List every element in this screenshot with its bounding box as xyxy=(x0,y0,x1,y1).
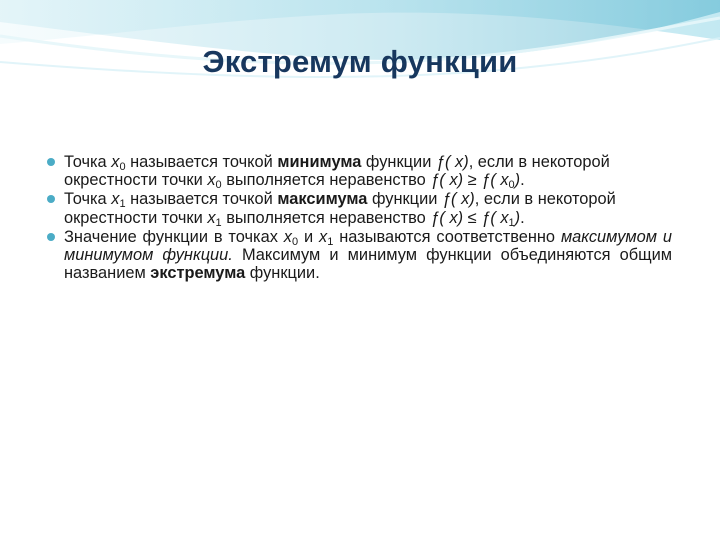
bullet-dot-icon xyxy=(47,158,55,166)
slide-body xyxy=(46,153,672,283)
bullet-maximum: Точка $x_1$ называется точкой максимума функции ƒ( x), если в некоторой окрестности точки $x_1$ выполняется неравенство ƒ( x) ≤ ƒ( $x_1$). xyxy=(46,190,672,226)
bullet-list xyxy=(46,153,672,282)
bullet-dot-icon xyxy=(47,195,55,203)
bullet-minimum: Точка $x_0$ называется точкой минимума функции ƒ( x), если в некоторой окрестности точки $x_0$ выполняется неравенство ƒ( x) ≥ ƒ( $x_0$). xyxy=(46,153,672,189)
bullet-extremum: Значение функции в точках $x_0$ и $x_1$ называются соответственно максимумом и минимумом функции. Максимум и минимум функции объединяются общим названием экстремума функции. xyxy=(46,228,672,283)
inequality-left: ƒ( x) xyxy=(430,208,464,227)
term-minimum: минимума xyxy=(277,153,362,171)
bullet-dot-icon xyxy=(47,233,55,241)
inequality-left: ƒ( x) xyxy=(430,171,464,190)
term-max-min: максимумом и минимумом функции. xyxy=(64,227,672,265)
term-extremum: экстремума xyxy=(150,264,246,283)
term-maximum: максимума xyxy=(277,190,368,209)
slide-title: Экстремум функции xyxy=(202,44,518,79)
